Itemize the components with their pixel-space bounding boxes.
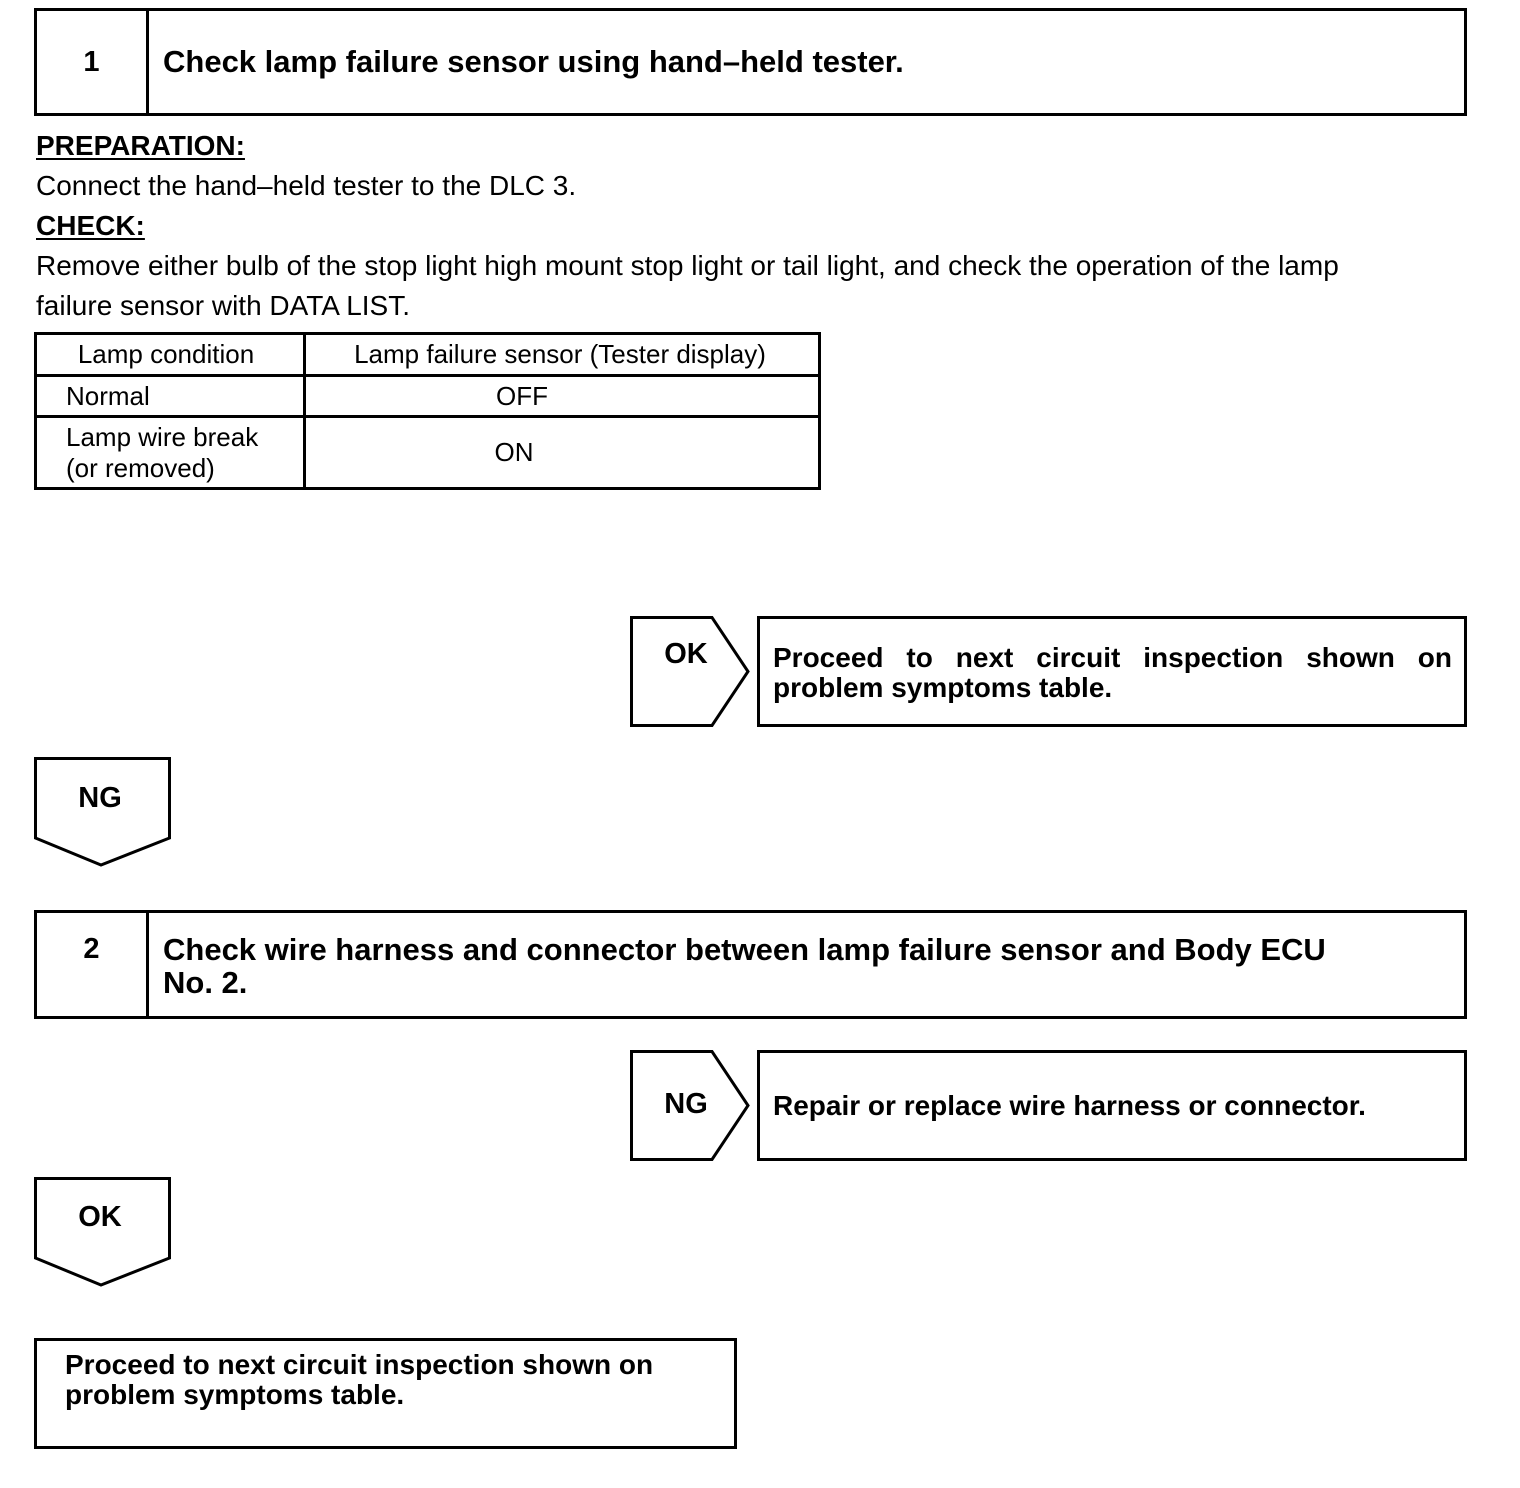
step-1-title: Check lamp failure sensor using hand–held tester. xyxy=(163,44,904,79)
table-header-row xyxy=(36,334,820,376)
step-1-ok-result-line-2: problem symptoms table. xyxy=(773,672,1113,703)
header-display-text: Lamp failure sensor (Tester display) xyxy=(354,339,766,369)
row-2-condition-line-2: (or removed) xyxy=(66,452,215,483)
table-row xyxy=(36,417,820,489)
table-row xyxy=(36,376,820,417)
table-cell-display xyxy=(305,376,820,417)
step-1-number: 1 xyxy=(37,11,149,113)
check-text-line-2: failure sensor with DATA LIST. xyxy=(36,290,410,321)
step-2-ng-label: NG xyxy=(664,1088,708,1120)
preparation-text: Connect the hand–held tester to the DLC 3. xyxy=(36,170,577,201)
step-2-title-line-1: Check wire harness and connector between lamp failure sensor and Body ECU xyxy=(163,932,1326,967)
table-cell-condition xyxy=(36,417,305,489)
header-condition-text: Lamp condition xyxy=(77,339,255,369)
row-1-display: OFF xyxy=(496,380,548,411)
table-header-condition xyxy=(36,334,305,376)
lamp-condition-table xyxy=(34,332,821,490)
preparation-label: PREPARATION: xyxy=(36,130,245,161)
row-2-condition-line-1: Lamp wire break xyxy=(66,421,259,452)
step-1-ng-label: NG xyxy=(78,782,122,814)
step-2-number: 2 xyxy=(37,913,149,1016)
table-cell-condition xyxy=(36,376,305,417)
step-2-header xyxy=(34,910,1467,1019)
step-1-ok-arrow-shape xyxy=(630,616,752,728)
step-1-ok-label: OK xyxy=(664,638,708,670)
final-result-line-2: problem symptoms table. xyxy=(65,1379,405,1410)
check-text-line-1: Remove either bulb of the stop light high mount stop light or tail light, and check the operation of the lamp xyxy=(36,250,1339,281)
step-1-ok-result-line-1: Proceed to next circuit inspection shown on xyxy=(773,642,1452,673)
step-2-ng-result-text: Repair or replace wire harness or connector. xyxy=(773,1090,1366,1121)
final-result-line-1: Proceed to next circuit inspection shown on xyxy=(65,1349,654,1380)
table-cell-display xyxy=(305,417,820,489)
step-1-ok-result-box xyxy=(757,616,1467,727)
table-header-display xyxy=(305,334,820,376)
step-2-ng-result-box xyxy=(757,1050,1467,1161)
row-1-condition: Normal xyxy=(66,380,150,411)
final-result-box xyxy=(34,1338,737,1449)
step-1-header xyxy=(34,8,1467,116)
row-2-display: ON xyxy=(494,437,534,467)
step-2-title-line-2: No. 2. xyxy=(163,965,248,1000)
step-2-ok-label: OK xyxy=(78,1201,122,1233)
check-label: CHECK: xyxy=(36,210,145,241)
